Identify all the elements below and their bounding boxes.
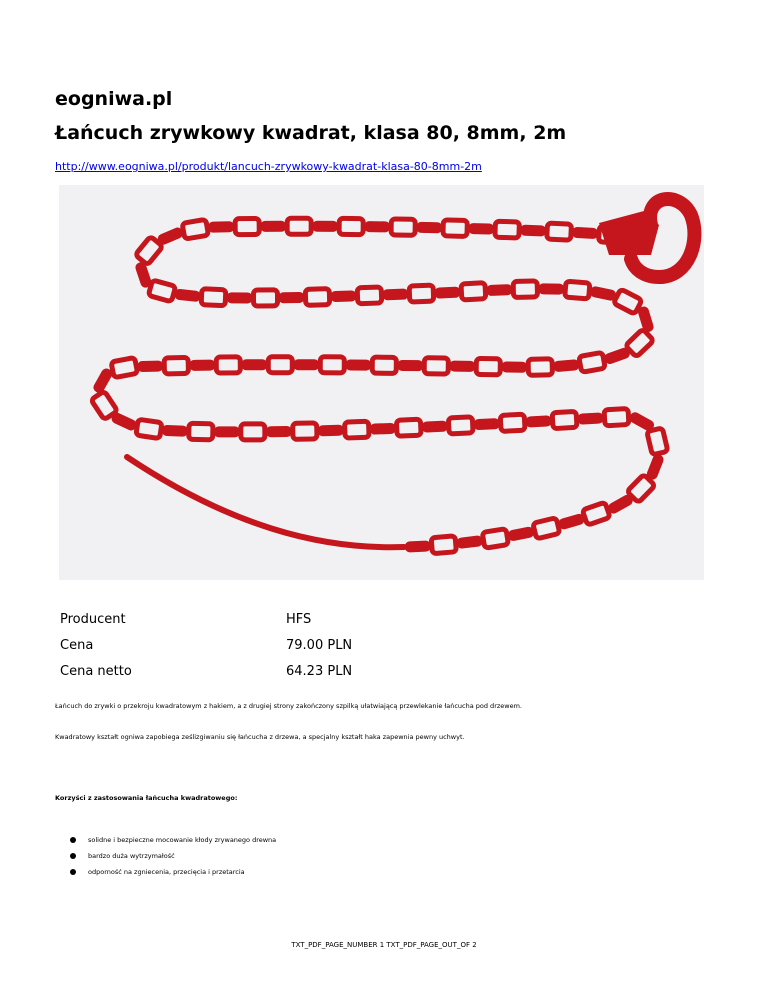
chain-link	[287, 218, 311, 234]
chain-link	[487, 285, 511, 295]
chain-rod	[127, 457, 404, 547]
chain-link	[500, 414, 525, 431]
chain-link	[582, 502, 610, 525]
benefits-heading: Korzyści z zastosowania łańcucha kwadratowego:	[55, 794, 238, 802]
spec-table	[60, 606, 352, 684]
chain-link	[320, 357, 344, 373]
spec-value: 79.00 PLN	[286, 637, 353, 653]
spec-value: HFS	[286, 611, 312, 627]
chain-link	[476, 358, 500, 374]
chain-link	[604, 408, 629, 425]
chain-link	[409, 285, 434, 302]
chain-link	[448, 417, 473, 434]
chain-link	[406, 541, 430, 551]
product-photo	[59, 185, 704, 580]
chain-link	[554, 360, 579, 371]
chain-link	[431, 536, 456, 554]
chain-link	[647, 454, 664, 480]
list-item	[70, 848, 276, 864]
spec-label: Cena	[60, 637, 94, 653]
chain-link	[305, 289, 329, 306]
site-name: eogniwa.pl	[55, 88, 173, 110]
list-item	[70, 864, 276, 880]
description-paragraph: Łańcuch do zrywki o przekroju kwadratowym z hakiem, a z drugiej strony zakończony szpilką ułatwiającą przewlekanie łańcucha pod drzewem.	[55, 702, 522, 710]
chain-link	[528, 359, 552, 376]
chain-link	[235, 218, 259, 234]
chain-link	[227, 293, 251, 302]
chain-link	[189, 423, 213, 439]
chain-link	[396, 419, 421, 436]
chain-link	[573, 228, 597, 238]
chain-link	[552, 411, 577, 428]
chain-link	[608, 494, 633, 514]
chain-link	[565, 281, 590, 299]
page-footer: TXT_PDF_PAGE_NUMBER 1 TXT_PDF_PAGE_OUT_OF 2	[291, 941, 477, 949]
chain-link	[357, 287, 382, 304]
chain-link	[241, 424, 265, 440]
chain-link	[216, 357, 240, 373]
chain-link	[163, 426, 187, 436]
chain-link	[175, 290, 200, 301]
chain-link	[319, 426, 343, 436]
chain-link	[313, 222, 337, 231]
chain-link	[495, 221, 520, 238]
spec-value: 64.23 PLN	[286, 663, 353, 679]
product-url-link[interactable]: http://www.eogniwa.pl/produkt/lancuch-zrywkowy-kwadrat-klasa-80-8mm-2m	[55, 160, 482, 173]
bullet-icon	[70, 869, 76, 875]
chain-link	[579, 352, 605, 372]
chain-link	[533, 518, 560, 539]
chain-link	[435, 288, 459, 298]
chain-link	[443, 220, 467, 237]
chain-link	[93, 368, 113, 393]
chain-link	[182, 219, 208, 239]
chain-link	[450, 362, 474, 371]
chain-link	[578, 413, 602, 423]
chain-link	[346, 360, 370, 369]
spec-row	[60, 658, 352, 684]
chain-link	[268, 357, 292, 373]
bullet-icon	[70, 837, 76, 843]
chain-link	[417, 223, 441, 232]
chain-link	[513, 281, 537, 298]
chain-link	[111, 358, 138, 378]
chain-link	[383, 290, 407, 300]
chain-illustration	[59, 185, 704, 580]
list-item-text: bardzo duża wytrzymałość	[88, 852, 175, 860]
chain-link	[508, 527, 533, 540]
chain-link	[647, 428, 668, 455]
chain-link	[474, 419, 498, 429]
chain-link	[526, 416, 550, 426]
chain-link	[201, 289, 226, 306]
chain-link	[253, 290, 277, 306]
chain-link	[135, 236, 163, 265]
chain-link	[294, 360, 318, 369]
chain-link	[138, 361, 162, 371]
chain-link	[547, 223, 572, 240]
list-item-text: solidne i bezpieczne mocowanie kłody zrywanego drewna	[88, 836, 277, 844]
chain-link	[293, 423, 317, 440]
chain-link	[539, 284, 563, 293]
chain-link	[345, 421, 370, 438]
chain-link	[482, 529, 508, 549]
chain-link	[469, 224, 493, 234]
chain-link	[424, 358, 448, 374]
spec-label: Producent	[60, 611, 126, 627]
bullet-icon	[70, 853, 76, 859]
chain-link	[590, 287, 615, 301]
chain-link	[111, 412, 137, 430]
chain-link	[148, 280, 175, 302]
chain-link	[261, 222, 285, 231]
chain-link	[604, 348, 630, 365]
chain-link	[372, 357, 396, 373]
spec-label: Cena netto	[60, 663, 132, 679]
chain-link	[461, 283, 486, 300]
chain-link	[339, 218, 363, 234]
chain-link	[164, 357, 188, 374]
chain-link	[331, 291, 355, 301]
chain-link	[613, 289, 642, 314]
chain-link	[559, 514, 585, 529]
chain-link	[136, 419, 162, 438]
chain-link	[371, 424, 395, 434]
hook-icon	[599, 199, 694, 277]
list-item-text: odporność na zgniecenia, przecięcia i przetarcia	[88, 868, 245, 876]
chain-link	[215, 427, 239, 436]
chain-link	[267, 427, 291, 436]
chain-link	[279, 293, 303, 302]
list-item	[70, 832, 276, 848]
chain-link	[521, 226, 545, 236]
chain-link	[190, 361, 214, 370]
spec-row	[60, 606, 352, 632]
chain-link	[398, 361, 422, 370]
product-title: Łańcuch zrywkowy kwadrat, klasa 80, 8mm, 2m	[55, 122, 567, 144]
chain-link	[365, 222, 389, 231]
chain-link	[457, 536, 482, 548]
benefits-list	[70, 832, 276, 880]
chain-link	[209, 222, 233, 232]
chain-link	[391, 219, 415, 235]
chain-link	[502, 362, 526, 371]
chain-link	[423, 422, 447, 432]
description-paragraph: Kwadratowy kształt ogniwa zapobiega ześlizgiwaniu się łańcucha z drzewa, a specjalny kształt haka zapewnia pewny uchwyt.	[55, 733, 465, 741]
chain-link	[242, 360, 266, 369]
chain-link	[638, 307, 654, 333]
spec-row	[60, 632, 352, 658]
